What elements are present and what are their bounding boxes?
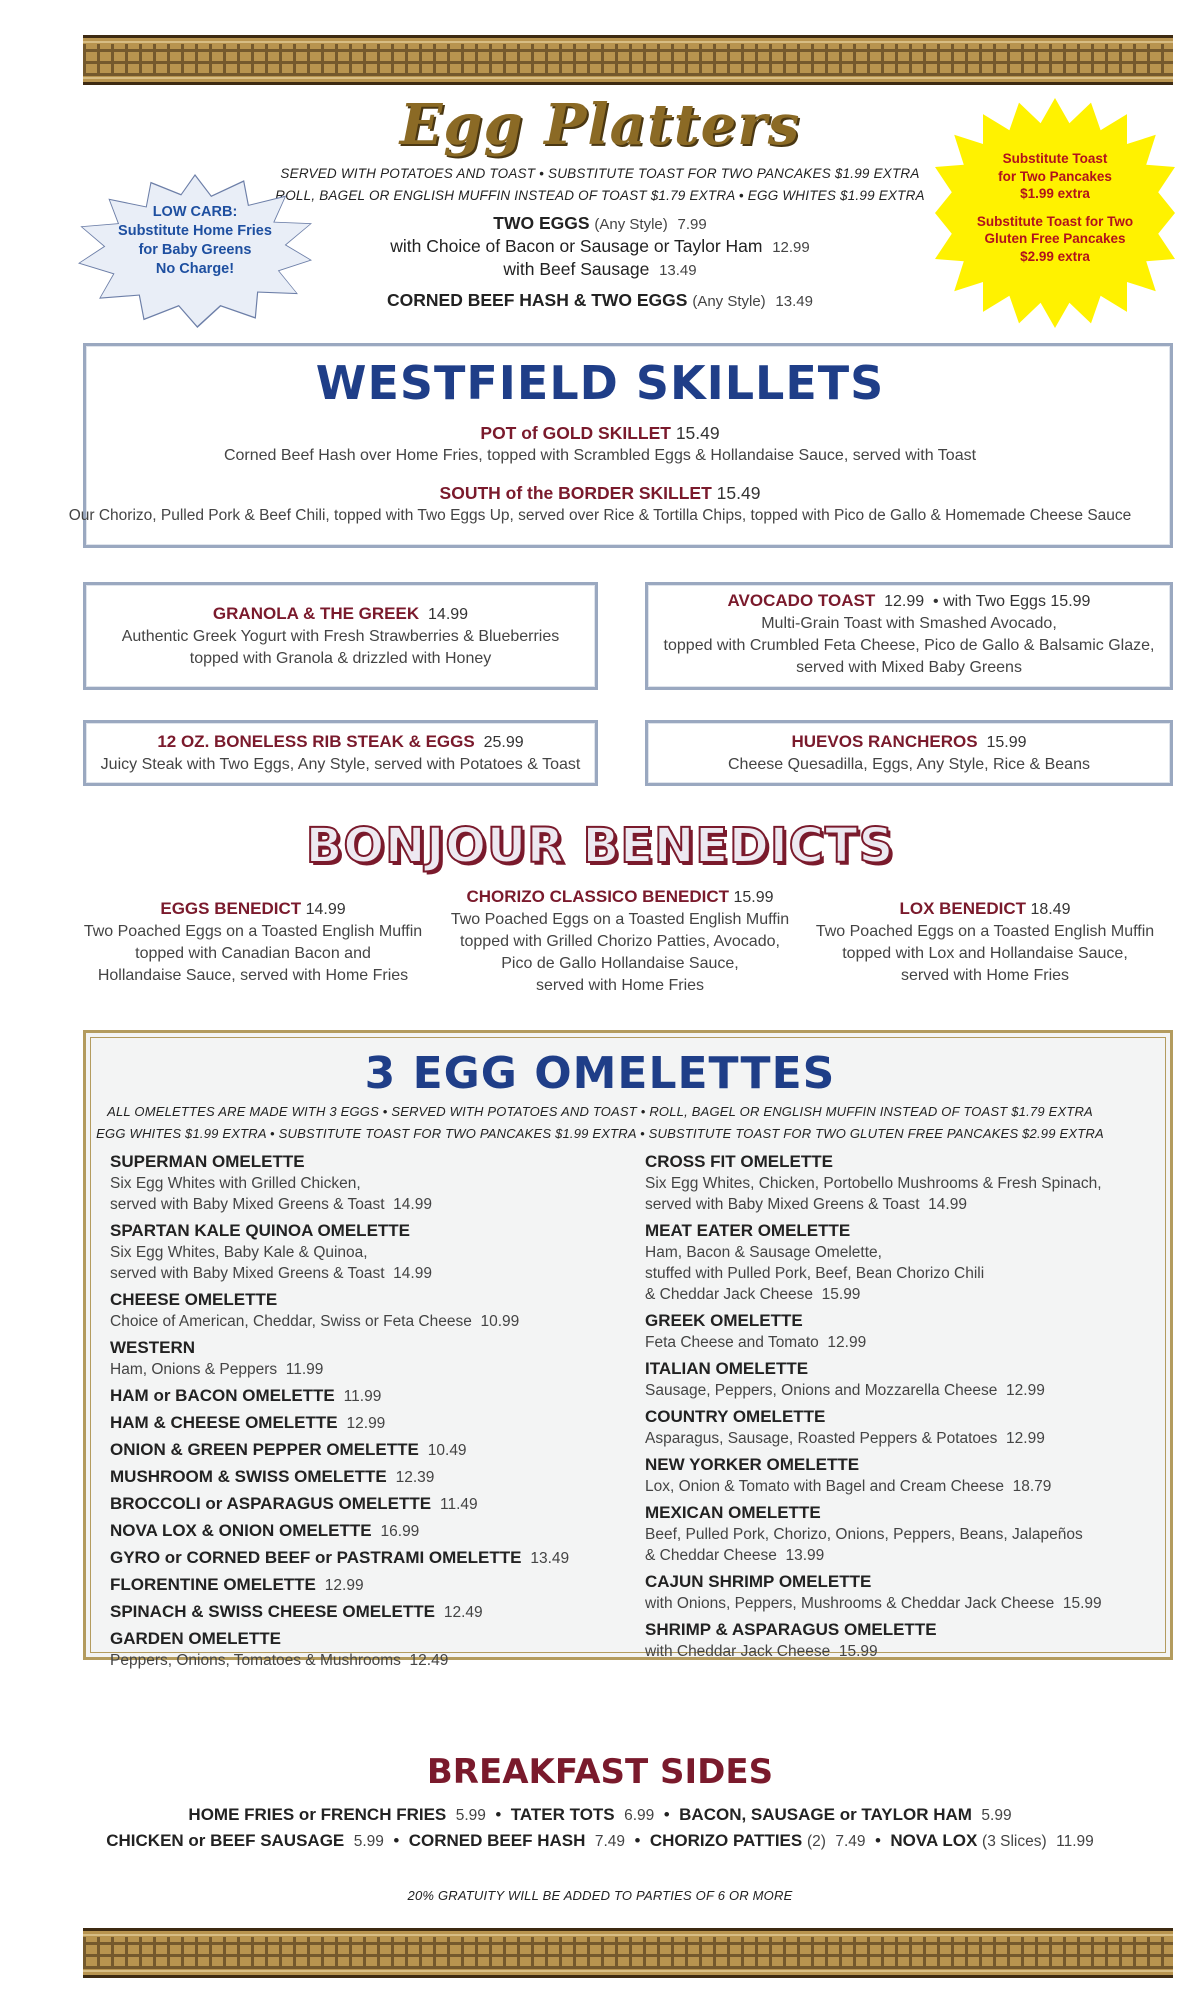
huevos-price: 15.99 — [986, 734, 1027, 751]
steak-box — [83, 720, 598, 786]
omelette-desc: Six Egg Whites with Grilled Chicken, — [110, 1175, 361, 1192]
side-bacon-price: 5.99 — [981, 1807, 1012, 1824]
granola-price: 14.99 — [428, 606, 469, 623]
omelette-price: 12.99 — [827, 1334, 867, 1351]
sides-line-1 — [0, 1805, 1200, 1825]
steak-price: 25.99 — [483, 734, 524, 751]
omelette-desc: Choice of American, Cheddar, Swiss or Feta Cheese — [110, 1313, 472, 1330]
list-item — [110, 1547, 610, 1569]
choice-text: with Choice of Bacon or Sausage or Taylor Ham — [390, 236, 763, 256]
avocado-desc-1: Multi-Grain Toast with Smashed Avocado, — [761, 615, 1057, 632]
omelette-name: MEAT EATER OMELETTE — [645, 1221, 851, 1240]
omelette-price: 18.79 — [1012, 1478, 1052, 1495]
chorizo-benedict-name: CHORIZO CLASSICO BENEDICT — [466, 887, 730, 906]
bullet: • — [393, 1831, 400, 1850]
omelette-desc: served with Baby Mixed Greens & Toast — [110, 1265, 385, 1282]
list-item — [645, 1220, 1145, 1305]
eggs-benedict-desc-1: Two Poached Eggs on a Toasted English Muffin — [83, 923, 423, 940]
omelette-price: 14.99 — [393, 1196, 432, 1213]
omelette-name: ONION & GREEN PEPPER OMELETTE — [110, 1440, 419, 1459]
granola-box — [83, 582, 598, 690]
omelette-desc: with Cheddar Jack Cheese — [645, 1643, 831, 1660]
pot-of-gold-line — [0, 423, 1200, 444]
omelette-price: 12.99 — [1006, 1382, 1045, 1399]
list-item — [645, 1454, 1145, 1497]
list-item — [645, 1502, 1145, 1566]
omelette-name: SHRIMP & ASPARAGUS OMELETTE — [645, 1620, 937, 1639]
bullet: • — [495, 1805, 502, 1824]
omelette-price: 12.99 — [324, 1577, 364, 1594]
omelette-name: NEW YORKER OMELETTE — [645, 1455, 860, 1474]
lox-benedict-price: 18.49 — [1030, 901, 1071, 918]
omelettes-title: 3 EGG OMELETTES — [364, 1048, 836, 1099]
bottom-greek-key-border — [83, 1928, 1173, 1978]
substitute-line-2: for Two Pancakes — [998, 168, 1112, 184]
omelette-desc: Peppers, Onions, Tomatoes & Mushrooms — [110, 1652, 401, 1669]
omelette-name: HAM & CHEESE OMELETTE — [110, 1413, 338, 1432]
omelette-price: 15.99 — [1062, 1595, 1102, 1612]
list-item — [110, 1289, 610, 1332]
side-corned-beef-hash-price: 7.49 — [594, 1833, 625, 1850]
huevos-desc: Cheese Quesadilla, Eggs, Any Style, Rice & Beans — [728, 756, 1090, 773]
omelette-name: FLORENTINE OMELETTE — [110, 1575, 316, 1594]
omelette-name: GREEK OMELETTE — [645, 1311, 803, 1330]
eggs-benedict-desc-2: topped with Canadian Bacon and — [135, 945, 371, 962]
omelette-price: 16.99 — [380, 1523, 420, 1540]
bullet: • — [663, 1805, 670, 1824]
chorizo-benedict-desc-4: served with Home Fries — [535, 977, 705, 994]
two-eggs-style: (Any Style) — [594, 216, 668, 233]
beef-sausage-text: with Beef Sausage — [503, 259, 650, 279]
sides-line-2 — [0, 1831, 1200, 1851]
omelette-desc: Beef, Pulled Pork, Chorizo, Onions, Peppers, Beans, Jalapeños — [645, 1526, 1083, 1543]
chorizo-benedict-price: 15.99 — [733, 889, 774, 906]
omelette-name: ITALIAN OMELETTE — [645, 1359, 809, 1378]
omelette-price: 11.99 — [343, 1388, 382, 1405]
omelette-desc: Ham, Onions & Peppers — [110, 1361, 278, 1378]
huevos-name: HUEVOS RANCHEROS — [791, 732, 978, 751]
list-item — [110, 1220, 610, 1284]
omelette-price: 12.99 — [346, 1415, 386, 1432]
omelette-desc: Six Egg Whites, Baby Kale & Quinoa, — [110, 1244, 368, 1261]
omelette-desc: Lox, Onion & Tomato with Bagel and Cream Cheese — [645, 1478, 1004, 1495]
omelette-price: 13.49 — [530, 1550, 570, 1567]
eggs-benedict-desc-3: Hollandaise Sauce, served with Home Fries — [97, 967, 409, 984]
side-tater-tots-price: 6.99 — [624, 1807, 655, 1824]
lox-benedict-desc-2: topped with Lox and Hollandaise Sauce, — [842, 945, 1128, 962]
side-tater-tots: TATER TOTS — [510, 1805, 615, 1824]
side-corned-beef-hash: CORNED BEEF HASH — [408, 1831, 586, 1850]
chorizo-benedict-desc-2: topped with Grilled Chorizo Patties, Avocado, — [460, 933, 780, 950]
chorizo-benedict-desc-3: Pico de Gallo Hollandaise Sauce, — [501, 955, 739, 972]
substitute-line-4: Substitute Toast for Two — [976, 213, 1134, 229]
omelette-name: MEXICAN OMELETTE — [645, 1503, 821, 1522]
sides-title: BREAKFAST SIDES — [426, 1752, 774, 1792]
beef-sausage-price: 13.49 — [659, 262, 697, 279]
omelette-name: WESTERN — [110, 1338, 195, 1357]
omelette-desc: & Cheddar Cheese — [645, 1547, 777, 1564]
steak-desc: Juicy Steak with Two Eggs, Any Style, served with Potatoes & Toast — [100, 756, 581, 773]
south-border-name: SOUTH of the BORDER SKILLET — [439, 483, 712, 503]
omelette-name: GYRO or CORNED BEEF or PASTRAMI OMELETTE — [110, 1548, 522, 1567]
omelettes-left-column — [110, 1151, 610, 1676]
south-border-price: 15.49 — [716, 483, 761, 503]
omelette-price: 10.49 — [427, 1442, 467, 1459]
chorizo-benedict — [450, 886, 790, 997]
omelettes-note-2: EGG WHITES $1.99 EXTRA • SUBSTITUTE TOAST FOR TWO PANCAKES $1.99 EXTRA • SUBSTITUTE TOAST FOR TWO GLUTEN FREE PANCAKES $2.99 EXTRA — [96, 1126, 1104, 1141]
omelette-price: 14.99 — [928, 1196, 967, 1213]
bullet: • — [634, 1831, 641, 1850]
bullet: • — [875, 1831, 881, 1850]
substitute-text — [975, 150, 1135, 265]
granola-name: GRANOLA & THE GREEK — [212, 604, 420, 623]
list-item — [110, 1520, 610, 1542]
pot-of-gold-price: 15.49 — [675, 423, 720, 443]
low-carb-line-1: LOW CARB: — [152, 204, 238, 220]
list-item — [110, 1601, 610, 1623]
side-nova-lox-qty: (3 Slices) — [982, 1833, 1047, 1850]
egg-platters-title: Egg Platters — [399, 92, 801, 158]
avocado-desc-3: served with Mixed Baby Greens — [796, 659, 1022, 676]
hash-style: (Any Style) — [692, 293, 766, 310]
omelette-desc: & Cheddar Jack Cheese — [645, 1286, 814, 1303]
omelette-name: SUPERMAN OMELETTE — [110, 1152, 305, 1171]
list-item — [110, 1412, 610, 1434]
egg-platters-note-2: ROLL, BAGEL OR ENGLISH MUFFIN INSTEAD OF TOAST $1.79 EXTRA • EGG WHITES $1.99 EXTRA — [275, 188, 925, 203]
omelette-name: CROSS FIT OMELETTE — [645, 1152, 833, 1171]
omelette-name: HAM or BACON OMELETTE — [110, 1386, 335, 1405]
omelette-name: COUNTRY OMELETTE — [645, 1407, 826, 1426]
granola-desc-2: topped with Granola & drizzled with Honey — [189, 650, 492, 667]
two-eggs-price: 7.99 — [677, 216, 707, 233]
avocado-box — [645, 582, 1173, 690]
egg-platters-note-1: SERVED WITH POTATOES AND TOAST • SUBSTITUTE TOAST FOR TWO PANCAKES $1.99 EXTRA — [280, 166, 920, 181]
omelette-price: 12.49 — [443, 1604, 483, 1621]
lox-benedict-desc-1: Two Poached Eggs on a Toasted English Muffin — [815, 923, 1155, 940]
omelette-price: 12.49 — [409, 1652, 449, 1669]
avocado-price: 12.99 — [884, 593, 925, 610]
omelette-desc: served with Baby Mixed Greens & Toast — [645, 1196, 920, 1213]
side-chicken-sausage: CHICKEN or BEEF SAUSAGE — [106, 1831, 345, 1850]
choice-price: 12.99 — [772, 239, 810, 256]
omelette-desc: Asparagus, Sausage, Roasted Peppers & Potatoes — [645, 1430, 998, 1447]
low-carb-text — [100, 203, 290, 279]
lox-benedict-desc-3: served with Home Fries — [900, 967, 1070, 984]
gratuity-note: 20% GRATUITY WILL BE ADDED TO PARTIES OF 6 OR MORE — [407, 1888, 793, 1903]
south-border-desc: Our Chorizo, Pulled Pork & Beef Chili, topped with Two Eggs Up, served over Rice & Tortilla Chips, topped with Pico de Gallo & Homemade Cheese Sauce — [68, 507, 1132, 524]
chorizo-benedict-desc-1: Two Poached Eggs on a Toasted English Muffin — [450, 911, 790, 928]
list-item — [645, 1406, 1145, 1449]
omelette-desc: Feta Cheese and Tomato — [645, 1334, 819, 1351]
side-nova-lox-price: 11.99 — [1056, 1833, 1094, 1850]
omelette-price: 13.99 — [785, 1547, 825, 1564]
granola-desc-1: Authentic Greek Yogurt with Fresh Strawberries & Blueberries — [121, 628, 560, 645]
omelette-desc: Sausage, Peppers, Onions and Mozzarella Cheese — [645, 1382, 998, 1399]
side-chorizo-price: 7.49 — [835, 1833, 866, 1850]
substitute-line-5: Gluten Free Pancakes — [984, 231, 1126, 246]
eggs-benedict — [83, 898, 423, 987]
side-chorizo-patties: CHORIZO PATTIES — [649, 1831, 803, 1850]
list-item — [110, 1628, 610, 1671]
side-chicken-sausage-price: 5.99 — [353, 1833, 384, 1850]
omelette-price: 15.99 — [821, 1286, 861, 1303]
lox-benedict — [815, 898, 1155, 987]
omelette-name: BROCCOLI or ASPARAGUS OMELETTE — [110, 1494, 432, 1513]
low-carb-line-2: Substitute Home Fries — [118, 223, 272, 239]
pot-of-gold-desc: Corned Beef Hash over Home Fries, topped with Scrambled Eggs & Hollandaise Sauce, served with Toast — [223, 447, 977, 464]
omelette-price: 10.99 — [480, 1313, 520, 1330]
omelette-desc: served with Baby Mixed Greens & Toast — [110, 1196, 385, 1213]
omelette-name: SPARTAN KALE QUINOA OMELETTE — [110, 1221, 411, 1240]
omelette-name: GARDEN OMELETTE — [110, 1629, 281, 1648]
omelette-price: 12.99 — [1006, 1430, 1045, 1447]
substitute-line-3: $1.99 extra — [1020, 186, 1090, 201]
omelette-desc: with Onions, Peppers, Mushrooms & Cheddar Jack Cheese — [645, 1595, 1055, 1612]
omelettes-note-1: ALL OMELETTES ARE MADE WITH 3 EGGS • SERVED WITH POTATOES AND TOAST • ROLL, BAGEL OR ENGLISH MUFFIN INSTEAD OF TOAST $1.79 EXTRA — [107, 1104, 1093, 1119]
eggs-benedict-price: 14.99 — [305, 901, 346, 918]
top-greek-key-border — [83, 35, 1173, 85]
side-chorizo-qty: (2) — [806, 1833, 826, 1850]
list-item — [645, 1358, 1145, 1401]
avocado-desc-2: topped with Crumbled Feta Cheese, Pico de Gallo & Balsamic Glaze, — [663, 637, 1155, 654]
side-bacon: BACON, SAUSAGE or TAYLOR HAM — [679, 1805, 972, 1824]
lox-benedict-name: LOX BENEDICT — [899, 899, 1027, 918]
side-home-fries: HOME FRIES or FRENCH FRIES — [188, 1805, 447, 1824]
omelette-price: 11.49 — [440, 1496, 478, 1513]
huevos-box — [645, 720, 1173, 786]
skillets-title: WESTFIELD SKILLETS — [315, 356, 885, 410]
omelette-desc: stuffed with Pulled Pork, Beef, Bean Chorizo Chili — [645, 1265, 985, 1282]
side-nova-lox: NOVA LOX — [890, 1831, 978, 1850]
steak-name: 12 OZ. BONELESS RIB STEAK & EGGS — [157, 732, 475, 751]
omelette-price: 12.39 — [395, 1469, 435, 1486]
omelette-desc: Ham, Bacon & Sausage Omelette, — [645, 1244, 882, 1261]
two-eggs-name: TWO EGGS — [493, 213, 590, 233]
list-item — [110, 1337, 610, 1380]
list-item — [110, 1439, 610, 1461]
omelette-name: CAJUN SHRIMP OMELETTE — [645, 1572, 872, 1591]
omelette-name: NOVA LOX & ONION OMELETTE — [110, 1521, 372, 1540]
list-item — [645, 1571, 1145, 1614]
list-item — [110, 1574, 610, 1596]
hash-price: 13.49 — [775, 293, 813, 310]
pot-of-gold-name: POT of GOLD SKILLET — [480, 423, 671, 443]
avocado-extra: • with Two Eggs 15.99 — [933, 593, 1091, 610]
list-item — [645, 1619, 1145, 1662]
omelette-price: 15.99 — [838, 1643, 878, 1660]
omelette-name: SPINACH & SWISS CHEESE OMELETTE — [110, 1602, 435, 1621]
avocado-name: AVOCADO TOAST — [727, 591, 876, 610]
omelettes-right-column — [645, 1151, 1145, 1667]
benedicts-title: BONJOUR BENEDICTS — [305, 818, 895, 874]
omelette-name: CHEESE OMELETTE — [110, 1290, 278, 1309]
south-border-line — [0, 483, 1200, 504]
side-home-fries-price: 5.99 — [455, 1807, 486, 1824]
omelette-name: MUSHROOM & SWISS OMELETTE — [110, 1467, 387, 1486]
substitute-line-6: $2.99 extra — [1020, 248, 1090, 264]
hash-name: CORNED BEEF HASH & TWO EGGS — [387, 290, 688, 310]
omelette-price: 11.99 — [285, 1361, 324, 1378]
list-item — [110, 1466, 610, 1488]
low-carb-line-3: for Baby Greens — [138, 242, 252, 258]
list-item — [110, 1151, 610, 1215]
omelette-price: 14.99 — [393, 1265, 432, 1282]
eggs-benedict-name: EGGS BENEDICT — [160, 899, 302, 918]
low-carb-line-4: No Charge! — [155, 261, 235, 277]
omelette-desc: Six Egg Whites, Chicken, Portobello Mushrooms & Fresh Spinach, — [645, 1175, 1102, 1192]
list-item — [645, 1310, 1145, 1353]
list-item — [645, 1151, 1145, 1215]
list-item — [110, 1493, 610, 1515]
list-item — [110, 1385, 610, 1407]
substitute-line-1: Substitute Toast — [1002, 151, 1108, 166]
